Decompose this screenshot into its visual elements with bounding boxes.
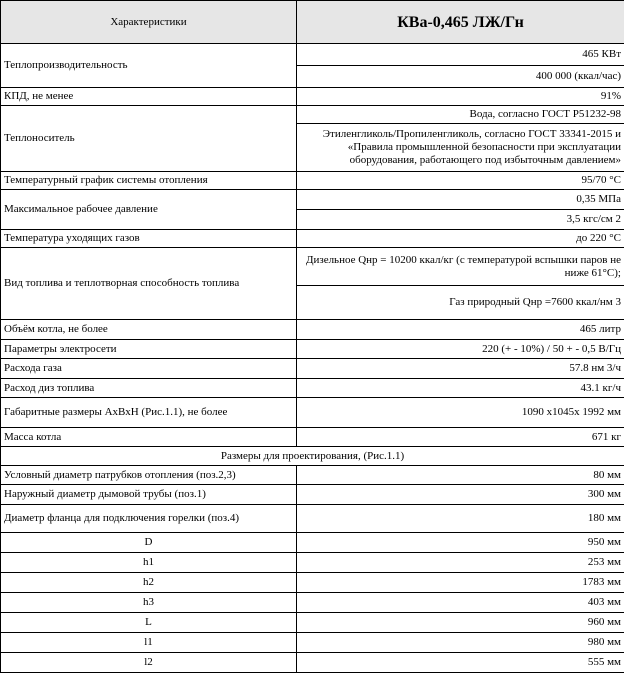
dim-label-h2: h2 [1, 573, 297, 593]
row-value-efficiency: 91% [297, 88, 624, 106]
row-label-coolant: Теплоноситель [1, 106, 297, 172]
row-value-fuel-diesel: Дизельное Qнр = 10200 ккал/кг (с температурой вспышки паров не ниже 61°С); [297, 248, 624, 286]
table-row [1, 485, 624, 505]
table-row [1, 633, 624, 653]
row-value-fuel-gas: Газ природный Qнр =7600 ккал/нм 3 [297, 286, 624, 320]
design-value-burner-flange: 180 мм [297, 505, 624, 533]
row-label-fuel: Вид топлива и теплотворная способность топлива [1, 248, 297, 320]
table-row [1, 379, 624, 398]
dim-value-l1: 980 мм [297, 633, 624, 653]
header-model: КВа-0,465 ЛЖ/Гн [297, 1, 624, 44]
row-value-heat-output-kcal: 400 000 (ккал/час) [297, 66, 624, 88]
table-row [1, 613, 624, 633]
design-section-title: Размеры для проектирования, (Рис.1.1) [1, 447, 624, 466]
row-label-max-pressure: Максимальное рабочее давление [1, 190, 297, 230]
row-label-gas-consumption: Расхода газа [1, 359, 297, 379]
row-label-dimensions: Габаритные размеры АхВхН (Рис.1.1), не более [1, 398, 297, 428]
design-value-heating-nozzles: 80 мм [297, 466, 624, 485]
row-label-efficiency: КПД, не менее [1, 88, 297, 106]
row-label-temp-schedule: Температурный график системы отопления [1, 172, 297, 190]
row-value-pressure-mpa: 0,35 МПа [297, 190, 624, 210]
table-row [1, 320, 624, 340]
dim-label-h1: h1 [1, 553, 297, 573]
dim-value-h1: 253 мм [297, 553, 624, 573]
row-value-flue-temp: до 220 °С [297, 230, 624, 248]
dim-label-l1: l1 [1, 633, 297, 653]
header-row [1, 1, 624, 44]
dim-value-h2: 1783 мм [297, 573, 624, 593]
row-value-volume: 465 литр [297, 320, 624, 340]
row-value-power: 220 (+ - 10%) / 50 + - 0,5 В/Гц [297, 340, 624, 359]
table-row [1, 88, 624, 106]
table-row [1, 248, 624, 286]
dim-label-h3: h3 [1, 593, 297, 613]
row-label-mass: Масса котла [1, 428, 297, 447]
row-label-diesel-consumption: Расход диз топлива [1, 379, 297, 398]
row-value-coolant-glycol: Этиленгликоль/Пропиленгликоль, согласно ГОСТ 33341-2015 и «Правила промышленной безопасности при эксплуатации оборудования, работающего под избыточным давлением» [297, 124, 624, 172]
table-row [1, 428, 624, 447]
table-row [1, 466, 624, 485]
dim-label-d: D [1, 533, 297, 553]
design-label-burner-flange: Диаметр фланца для подключения горелки (поз.4) [1, 505, 297, 533]
row-value-pressure-kgs: 3,5 кгс/см 2 [297, 210, 624, 230]
design-label-flue-pipe: Наружный диаметр дымовой трубы (поз.1) [1, 485, 297, 505]
row-label-flue-temp: Температура уходящих газов [1, 230, 297, 248]
design-value-flue-pipe: 300 мм [297, 485, 624, 505]
table-row [1, 505, 624, 533]
row-value-mass: 671 кг [297, 428, 624, 447]
table-row [1, 533, 624, 553]
row-value-diesel-consumption: 43.1 кг/ч [297, 379, 624, 398]
table-row [1, 230, 624, 248]
dim-value-d: 950 мм [297, 533, 624, 553]
table-row [1, 573, 624, 593]
header-characteristics: Характеристики [1, 1, 297, 44]
design-label-heating-nozzles: Условный диаметр патрубков отопления (поз.2,3) [1, 466, 297, 485]
row-value-coolant-water: Вода, согласно ГОСТ Р51232-98 [297, 106, 624, 124]
dim-value-l2: 555 мм [297, 653, 624, 673]
table-row [1, 106, 624, 124]
table-row [1, 359, 624, 379]
dim-label-l2: l2 [1, 653, 297, 673]
table-row [1, 190, 624, 210]
row-label-volume: Объём котла, не более [1, 320, 297, 340]
section-header-row [1, 447, 624, 466]
table-row [1, 653, 624, 673]
row-label-heat-output: Теплопроизводительность [1, 44, 297, 88]
dim-value-h3: 403 мм [297, 593, 624, 613]
row-value-dimensions: 1090 х1045х 1992 мм [297, 398, 624, 428]
dim-value-l: 960 мм [297, 613, 624, 633]
row-value-gas-consumption: 57.8 нм 3/ч [297, 359, 624, 379]
row-label-power: Параметры электросети [1, 340, 297, 359]
table-row [1, 593, 624, 613]
table-row [1, 340, 624, 359]
table-row [1, 44, 624, 66]
table-row [1, 172, 624, 190]
row-value-heat-output-kw: 465 КВт [297, 44, 624, 66]
dim-label-l: L [1, 613, 297, 633]
table-row [1, 553, 624, 573]
table-row [1, 398, 624, 428]
row-value-temp-schedule: 95/70 °С [297, 172, 624, 190]
